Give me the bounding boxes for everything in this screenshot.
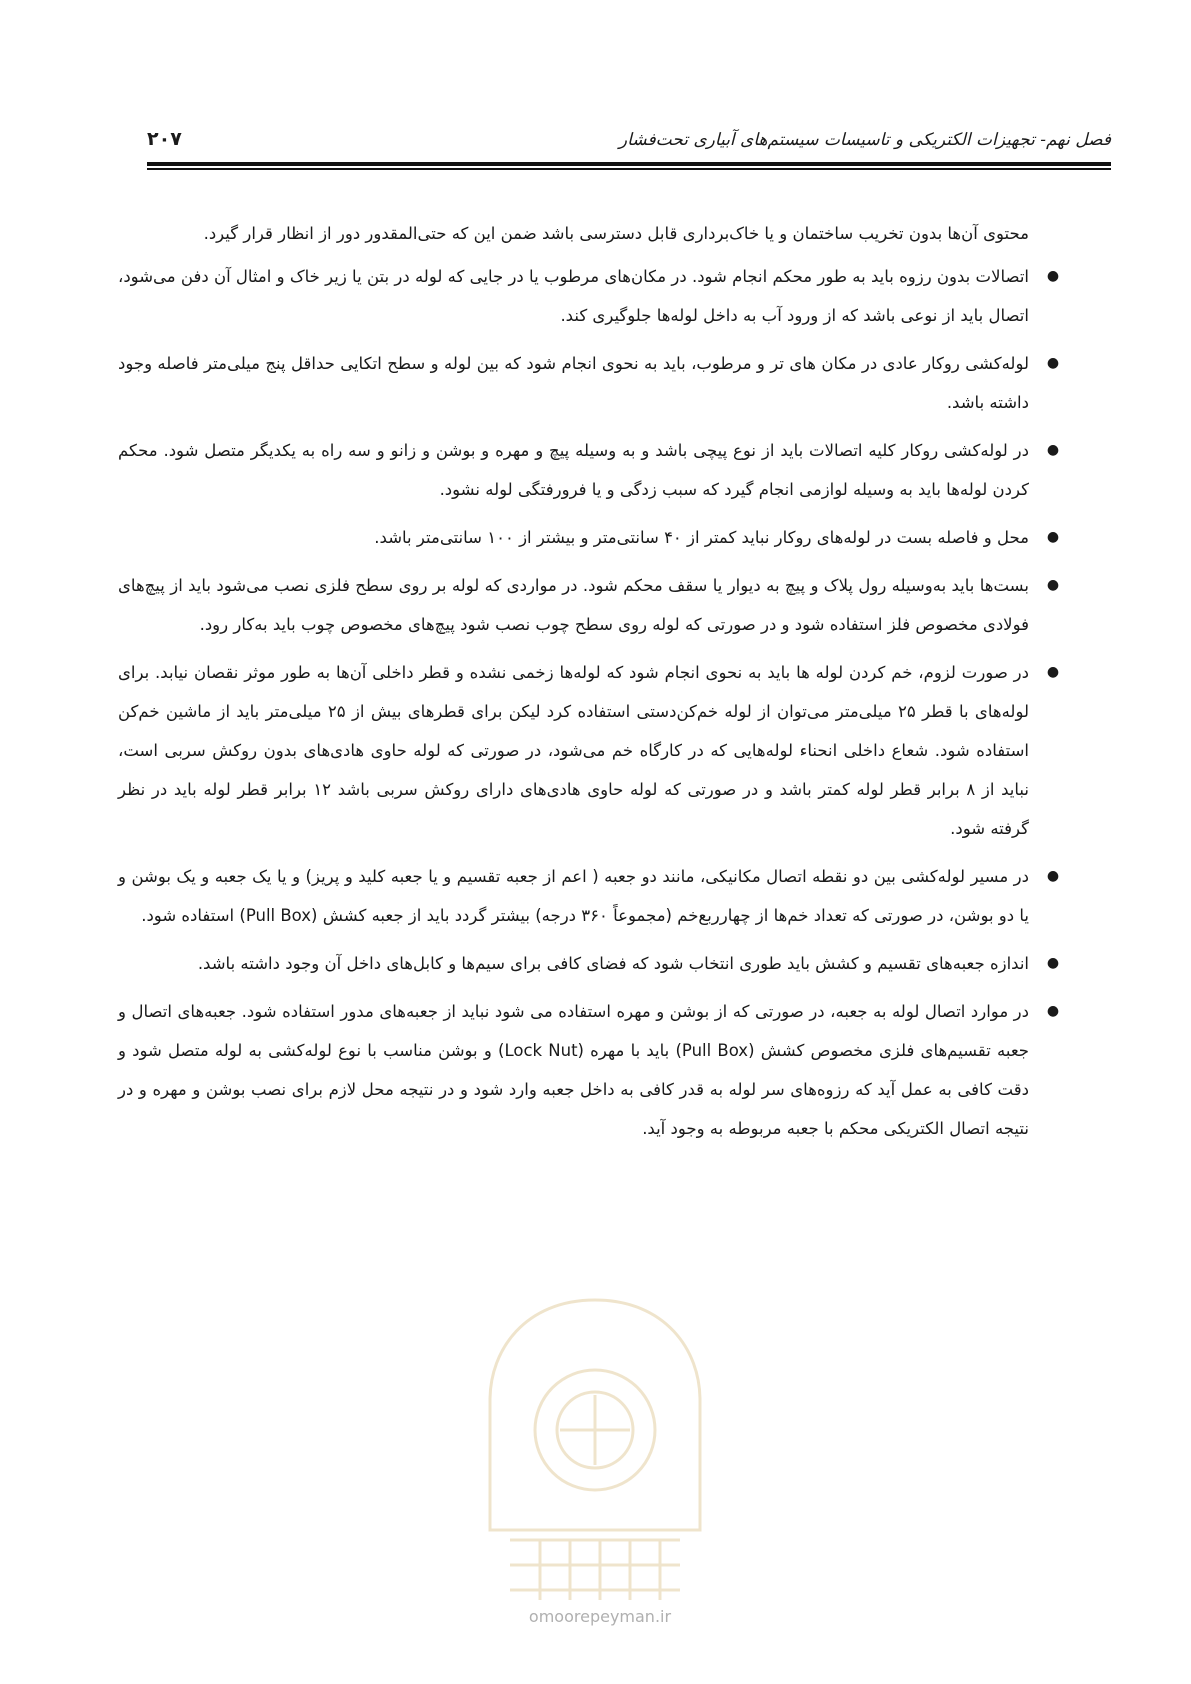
bullet-icon: ● <box>1046 955 1060 971</box>
list-item-text: محل و فاصله بست در لوله‌های روکار نباید کمتر از ۴۰ سانتی‌متر و بیشتر از ۱۰۰ سانتی‌متر باشد. <box>374 528 1029 547</box>
header-rule-thick <box>147 162 1111 166</box>
bullet-icon: ● <box>1046 442 1060 458</box>
list-item <box>118 431 1060 509</box>
list-item <box>118 566 1060 644</box>
intro-paragraph: محتوی آن‌ها بدون تخریب ساختمان و یا خاک‌برداری قابل دسترسی باشد ضمن این که حتی‌المقدور دور از انظار قرار گیرد. <box>203 224 1029 243</box>
list-item <box>118 344 1060 422</box>
page-header <box>147 126 1111 160</box>
bullet-icon: ● <box>1046 868 1060 884</box>
list-item-text: در صورت لزوم، خم کردن لوله ها باید به نحوی انجام شود که لوله‌ها زخمی نشده و قطر داخلی آن‌ها به طور موثر نقصان نیابد. برای لوله‌های با قطر ۲۵ میلی‌متر می‌توان از لوله خم‌کن‌دستی استفاده کرد لیکن برای قطرهای بیش از ۲۵ میلی‌متر باید از ماشین خم‌کن استفاده شود. شعاع داخلی انحناء لوله‌هایی که در کارگاه خم می‌شود، در صورتی که لوله حاوی هادی‌های بدون روکش سربی است، نباید از ۸ برابر قطر لوله کمتر باشد و در صورتی که لوله حاوی هادی‌های دارای روکش سربی باشد ۱۲ برابر قطر لوله باید در نظر گرفته شود. <box>118 663 1029 838</box>
watermark-url: omoorepeyman.ir <box>528 1607 672 1626</box>
bullet-icon: ● <box>1046 1003 1060 1019</box>
page-body <box>118 214 1060 1157</box>
bullet-icon: ● <box>1046 355 1060 371</box>
bullet-icon: ● <box>1046 664 1060 680</box>
list-item <box>118 518 1060 557</box>
list-item-text: اتصالات بدون رزوه باید به طور محکم انجام شود. در مکان‌های مرطوب یا در جایی که لوله در بتن یا زیر خاک و امثال آن دفن می‌شود، اتصال باید از نوعی باشد که از ورود آب به داخل لوله‌ها جلوگیری کند. <box>118 267 1029 325</box>
bullet-icon: ● <box>1046 577 1060 593</box>
list-item-text: لوله‌کشی روکار عادی در مکان های تر و مرطوب، باید به نحوی انجام شود که بین لوله و سطح اتکایی حداقل پنج میلی‌متر فاصله وجود داشته باشد. <box>118 354 1029 412</box>
bullet-icon: ● <box>1046 529 1060 545</box>
list-item <box>118 653 1060 848</box>
list-item <box>118 857 1060 935</box>
watermark-seal-icon <box>465 1280 725 1610</box>
list-item <box>118 944 1060 983</box>
list-item-text: اندازه جعبه‌های تقسیم و کشش باید طوری انتخاب شود که فضای کافی برای سیم‌ها و کابل‌های داخل آن وجود داشته باشد. <box>197 954 1029 973</box>
list-item-text: بست‌ها باید به‌وسیله رول پلاک و پیچ به دیوار یا سقف محکم شود. در مواردی که لوله بر روی سطح فلزی نصب می‌شود باید از پیچ‌های فولادی مخصوص فلز استفاده شود و در صورتی که لوله روی سطح چوب نصب شود پیچ‌های مخصوص چوب باید به‌کار رود. <box>118 576 1029 634</box>
list-item-text: در مسیر لوله‌کشی بین دو نقطه اتصال مکانیکی، مانند دو جعبه ( اعم از جعبه تقسیم و یا جعبه کلید و پریز) و یا یک جعبه و یک بوشن و یا دو بوشن، در صورتی که تعداد خم‌ها از چهارربع‌خم (مجموعاً ۳۶۰ درجه) بیشتر گردد باید از جعبه کشش (Pull Box) استفاده شود. <box>118 867 1029 925</box>
bullet-list <box>118 257 1060 1148</box>
list-item <box>118 992 1060 1148</box>
list-item-text: در لوله‌کشی روکار کلیه اتصالات باید از نوع پیچی باشد و به وسیله پیچ و مهره و بوشن و زانو و سه راه به یکدیگر متصل شود. محکم کردن لوله‌ها باید به وسیله لوازمی انجام گیرد که سبب زدگی و یا فرورفتگی لوله نشود. <box>118 441 1029 499</box>
chapter-title: فصل نهم- تجهیزات الکتریکی و تاسیسات سیستم‌های آبیاری تحت‌فشار <box>618 130 1111 150</box>
header-rule-thin <box>147 168 1111 170</box>
bullet-icon: ● <box>1046 268 1060 284</box>
list-item-text: در موارد اتصال لوله به جعبه، در صورتی که از بوشن و مهره استفاده می شود نباید از جعبه‌های مدور استفاده شود. جعبه‌های اتصال و جعبه تقسیم‌های فلزی مخصوص کشش (Pull Box) باید با مهره (Lock Nut) و بوشن مناسب با نوع لوله‌کشی به لوله متصل شود و دقت کافی به عمل آید که رزوه‌های سر لوله به قدر کافی به داخل جعبه وارد شود و در نتیجه محل لازم برای نصب بوشن و مهره و در نتیجه اتصال الکتریکی محکم با جعبه مربوطه به وجود آید. <box>118 1002 1029 1138</box>
list-item <box>118 257 1060 335</box>
page-number: ۲۰۷ <box>147 128 182 150</box>
